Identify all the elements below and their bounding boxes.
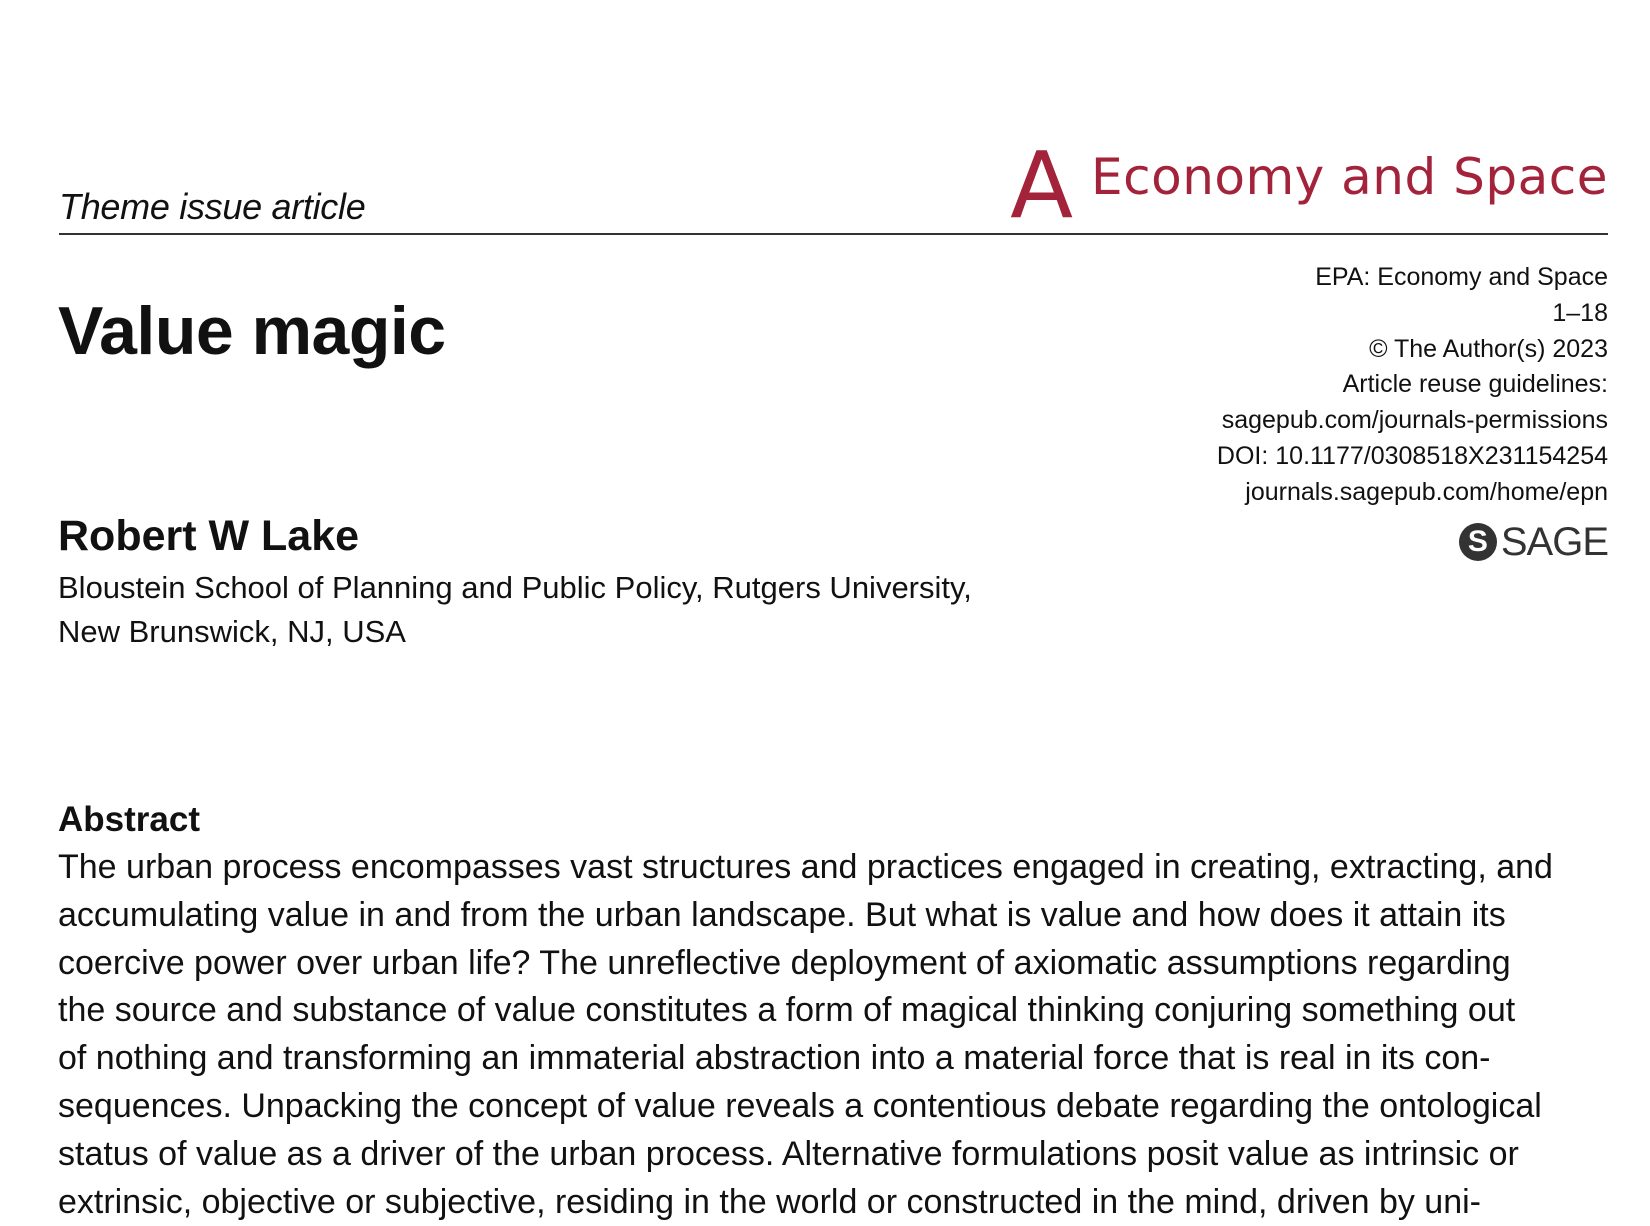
article-title: Value magic [58, 293, 446, 369]
abstract-line: accumulating value in and from the urban landscape. But what is value and how does it attain its [58, 895, 1506, 934]
meta-pages: 1–18 [1552, 298, 1608, 327]
abstract-line: status of value as a driver of the urban process. Alternative formulations posit value as intrinsic or [58, 1134, 1519, 1173]
abstract-body [58, 844, 1608, 1226]
meta-journal-home-link[interactable]: journals.sagepub.com/home/epn [1245, 477, 1608, 506]
abstract-heading: Abstract [58, 800, 200, 839]
affiliation-line: New Brunswick, NJ, USA [58, 614, 406, 649]
meta-copyright: © The Author(s) 2023 [1369, 334, 1608, 363]
theme-issue-label: Theme issue article [59, 186, 366, 227]
sage-logo [1459, 520, 1608, 564]
meta-reuse-label: Article reuse guidelines: [1342, 370, 1608, 399]
abstract-line: of nothing and transforming an immaterial abstraction into a material force that is real in its con- [58, 1039, 1491, 1078]
journal-meta-block [1217, 260, 1608, 511]
abstract-line: sequences. Unpacking the concept of value reveals a contentious debate regarding the ontological [58, 1086, 1542, 1125]
sage-logo-text: SAGE [1500, 519, 1608, 564]
meta-journal: EPA: Economy and Space [1315, 263, 1608, 291]
abstract-line: The urban process encompasses vast structures and practices engaged in creating, extracting, and [58, 848, 1553, 886]
meta-doi-link[interactable]: DOI: 10.1177/0308518X231154254 [1216, 441, 1608, 470]
author-name: Robert W Lake [58, 512, 360, 560]
journal-logo-letter: A [1010, 132, 1074, 239]
journal-logo [1010, 132, 1608, 239]
header-divider [59, 233, 1608, 235]
author-affiliation [58, 566, 1058, 654]
abstract-line: coercive power over urban life? The unreflective deployment of axiomatic assumptions regarding [58, 943, 1511, 982]
abstract-line: the source and substance of value constitutes a form of magical thinking conjuring something out [58, 991, 1516, 1030]
sage-logo-icon: S [1459, 523, 1497, 561]
journal-logo-name: Economy and Space [1091, 148, 1608, 206]
meta-permissions-link[interactable]: sagepub.com/journals-permissions [1221, 406, 1608, 435]
affiliation-line: Bloustein School of Planning and Public Policy, Rutgers University, [58, 570, 972, 605]
abstract-line: extrinsic, objective or subjective, residing in the world or constructed in the mind, driven by uni- [58, 1182, 1482, 1221]
